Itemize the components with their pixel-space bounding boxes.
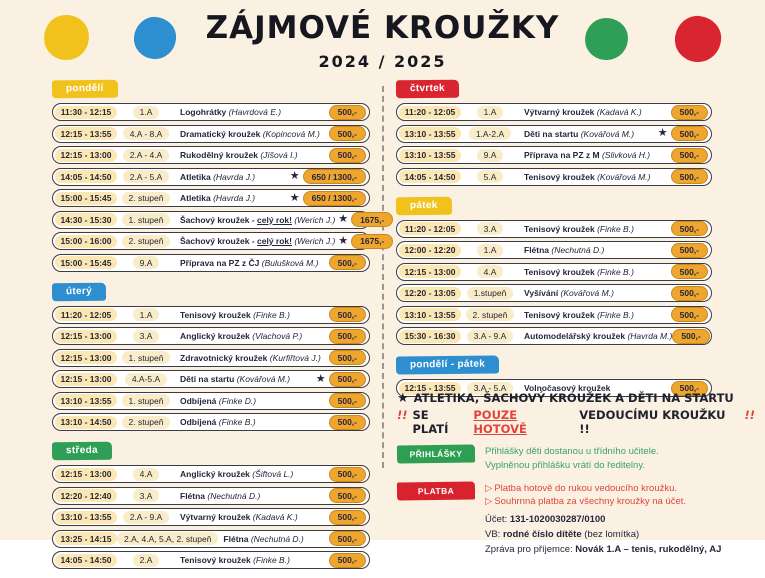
time-chip: 12:15 - 13:00 [55, 330, 117, 343]
teacher-name: (Havrda M.) [627, 331, 673, 341]
schedule-row [396, 263, 712, 281]
payment-message-line: Zpráva pro příjemce: Novák 1.A – tenis, rukodělný, AJ [485, 543, 722, 555]
warning-line-1 [397, 391, 755, 406]
price-chip: 500,- [671, 126, 708, 141]
class-chip: 1. stupeň [122, 351, 171, 364]
class-chip-wrap [117, 532, 218, 545]
day-badge: pondělí - pátek [396, 355, 499, 374]
schedule-row [396, 103, 712, 121]
activity-label [524, 245, 671, 255]
activity-name: Příprava na PZ z ČJ [180, 257, 262, 268]
teacher-name: (Jíšová I.) [260, 150, 298, 160]
star-icon: ★ [657, 127, 668, 139]
class-chip-wrap [117, 127, 175, 140]
page-subtitle: 2024 / 2025 [318, 52, 447, 71]
price-chip: 500,- [329, 350, 366, 365]
price-chip: 500,- [329, 255, 366, 270]
class-chip-wrap [117, 330, 175, 343]
class-chip: 5.A [477, 170, 504, 183]
day-badge: čtvrtek [396, 80, 459, 99]
class-chip: 4.A - 8.A [123, 127, 170, 140]
class-chip: 2.A - 5.A [123, 170, 170, 183]
price-chip: 650 / 1300,- [303, 169, 366, 184]
price-chip: 500,- [671, 286, 708, 301]
time-chip: 15:30 - 16:30 [399, 330, 461, 343]
activity-name: Atletika [180, 171, 214, 182]
teacher-name: (Kadavá K.) [596, 107, 642, 117]
prihlasky-text [485, 445, 659, 473]
schedule-row [396, 168, 712, 186]
class-chip: 4.A [133, 468, 160, 481]
activity-name: Šachový kroužek - [180, 236, 258, 246]
teacher-name: (Nechutná D.) [207, 490, 261, 501]
day-badge: středa [52, 442, 112, 461]
time-chip: 13:10 - 13:55 [55, 394, 117, 407]
activity-label [180, 193, 287, 203]
price-chip: 650 / 1300,- [303, 191, 366, 206]
price-chip: 500,- [329, 467, 366, 482]
activity-label [180, 396, 329, 406]
price-chip: 500,- [329, 488, 366, 503]
time-chip: 12:20 - 12:40 [55, 489, 117, 502]
activity-name: Tenisový kroužek [524, 223, 598, 234]
activity-label [524, 150, 671, 160]
teacher-name: (Kovářová M.) [560, 288, 614, 298]
class-chip: 1. stupeň [122, 213, 171, 226]
class-chip: 9.A [477, 149, 504, 162]
class-chip-wrap [117, 351, 175, 364]
activity-name: Anglický kroužek [180, 331, 253, 341]
class-chip-wrap [117, 106, 175, 119]
day-badge: úterý [52, 282, 106, 301]
schedule-row [52, 413, 370, 431]
activity-label [524, 267, 671, 277]
activity-label [180, 491, 329, 501]
activity-label [180, 512, 329, 522]
class-chip: 2.A [133, 554, 160, 567]
price-chip: 500,- [671, 381, 708, 396]
schedule-row [52, 465, 370, 483]
activity-label [524, 224, 671, 234]
class-chip-wrap [117, 213, 175, 226]
activity-label [524, 107, 671, 117]
activity-name: Šachový kroužek - [180, 214, 258, 225]
activity-label [524, 288, 671, 298]
class-chip: 2.A - 9.A [123, 511, 170, 524]
activity-label [180, 417, 329, 427]
column-left [52, 78, 385, 578]
time-chip: 13:10 - 13:55 [399, 149, 461, 162]
day-badge: pondělí [52, 80, 118, 99]
activity-name: Atletika [180, 193, 214, 203]
schedule-row [52, 392, 370, 410]
class-chip-wrap [117, 149, 175, 162]
class-chip-wrap [461, 308, 519, 321]
time-chip: 15:00 - 15:45 [55, 256, 117, 269]
exclamation-icon: !! [744, 408, 755, 422]
price-chip: 500,- [329, 148, 366, 163]
activity-name: Děti na startu [180, 374, 237, 384]
activity-name: Zdravotnický kroužek [180, 352, 270, 363]
teacher-name: (Kovářová M.) [597, 171, 651, 182]
time-chip: 11:20 - 12:05 [55, 308, 117, 321]
price-chip: 500,- [671, 105, 708, 120]
page-title: ZÁJMOVÉ KROUŽKY [205, 10, 560, 46]
activity-name: Flétna [180, 490, 208, 501]
activity-label [180, 236, 335, 246]
class-chip: 3.A - 9.A [467, 330, 514, 343]
activity-name: Anglický kroužek [180, 469, 253, 479]
price-chip: 500,- [671, 243, 708, 258]
teacher-name: (Finke B.) [597, 266, 634, 277]
activity-name: Volnočasový kroužek [524, 383, 611, 393]
class-chip-wrap [461, 106, 519, 119]
class-chip-wrap [461, 170, 519, 183]
schedule-row [396, 241, 712, 259]
column-divider [382, 86, 384, 468]
time-chip: 13:10 - 14:50 [55, 416, 117, 429]
time-chip: 12:15 - 13:55 [399, 382, 461, 395]
day-section [52, 281, 370, 432]
schedule-row [52, 103, 370, 121]
price-chip: 500,- [329, 531, 366, 546]
star-icon: ★ [289, 191, 300, 204]
price-chip: 500,- [671, 264, 708, 279]
schedule-row [52, 232, 385, 250]
teacher-name: (Slivková H.) [601, 150, 651, 160]
class-chip-wrap [117, 170, 175, 183]
class-chip: 3.A - 5.A [467, 382, 514, 395]
time-chip: 13:10 - 13:55 [399, 127, 461, 140]
activity-label [524, 331, 672, 341]
class-chip: 3.A [133, 330, 160, 343]
account-number: 131-1020030287/0100 [509, 514, 606, 526]
class-chip-wrap [117, 554, 175, 567]
activity-name: Děti na startu [524, 128, 581, 139]
teacher-name: (Finke B.) [597, 223, 634, 234]
schedule-row [52, 487, 370, 505]
activity-label [223, 534, 328, 544]
class-chip: 1.A [477, 244, 504, 257]
platba-badge: PLATBA [397, 481, 475, 500]
class-chip: 4.A [477, 265, 504, 278]
time-chip: 14:05 - 14:50 [55, 554, 117, 567]
teacher-name: (Vlachová P.) [252, 331, 303, 341]
class-chip-wrap [461, 287, 519, 300]
activity-name: Příprava na PZ z M [524, 150, 602, 160]
time-chip: 13:10 - 13:55 [55, 511, 117, 524]
class-chip: 1.stupeň [467, 287, 514, 300]
activity-name: Dramatický kroužek [180, 128, 263, 139]
activity-note: celý rok! [257, 236, 292, 246]
prihlasky-row [397, 445, 755, 473]
activity-name: Flétna [524, 245, 552, 255]
class-chip-wrap [461, 244, 519, 257]
teacher-name: (Finke B.) [218, 417, 256, 427]
bullet-arrow-icon: ▷ [485, 496, 493, 508]
activity-label [180, 555, 329, 565]
price-chip: 500,- [329, 415, 366, 430]
price-chip: 500,- [671, 169, 708, 184]
teacher-name: (Havrda J.) [213, 193, 256, 203]
warning-text-1: ATLETIKA, ŠACHOVÝ KROUŽEK A DĚTI NA STARTU [413, 391, 734, 405]
price-chip: 500,- [329, 372, 366, 387]
variable-symbol-line: VB: rodné číslo dítěte (bez lomítka) [485, 528, 640, 540]
schedule-row [396, 125, 712, 143]
schedule-row [52, 551, 370, 569]
time-chip: 13:10 - 13:55 [399, 308, 461, 321]
class-chip-wrap [461, 330, 519, 343]
teacher-name: (Finke B.) [253, 555, 290, 565]
teacher-name: (Bulušková M.) [261, 257, 319, 268]
class-chip: 9.A [133, 256, 160, 269]
class-chip: 2. stupeň [122, 192, 171, 205]
activity-label [180, 374, 313, 384]
activity-name: Automodelářský kroužek [524, 331, 628, 341]
time-chip: 12:15 - 13:00 [399, 265, 461, 278]
class-chip: 1.A [133, 308, 160, 321]
class-chip: 1.A [133, 106, 160, 119]
price-chip: 500,- [329, 105, 366, 120]
activity-label [524, 129, 655, 139]
class-chip: 2. stupeň [122, 235, 171, 248]
time-chip: 11:30 - 12:15 [55, 106, 117, 119]
time-chip: 13:25 - 14:15 [55, 532, 117, 545]
time-chip: 12:15 - 13:00 [55, 468, 117, 481]
notes-block [397, 391, 755, 557]
teacher-name: (Kovářová M.) [236, 374, 291, 384]
class-chip-wrap [117, 394, 175, 407]
platba-bullet: ▷ Platba hotově do rukou vedoucího kroužku. [485, 482, 678, 494]
schedule-row [52, 168, 370, 186]
schedule-row [52, 508, 370, 526]
schedule-row [396, 284, 712, 302]
prihlasky-line: Přihlášky děti dostanou u třídního učitele. [485, 446, 659, 457]
activity-label [524, 310, 671, 320]
teacher-name: (Finke D.) [218, 395, 257, 406]
time-chip: 11:20 - 12:05 [399, 106, 461, 119]
warning-text-prefix: SE PLATÍ [412, 408, 449, 436]
price-chip: 500,- [329, 553, 366, 568]
time-chip: 12:00 - 12:20 [399, 244, 461, 257]
activity-label [180, 129, 329, 139]
activity-label [180, 150, 329, 160]
class-chip: 1.A [477, 106, 504, 119]
schedule-row [396, 220, 712, 238]
variable-symbol: rodné číslo dítěte [502, 528, 582, 540]
price-chip: 500,- [672, 329, 709, 344]
price-chip: 500,- [329, 126, 366, 141]
star-icon: ★ [315, 372, 326, 385]
class-chip-wrap [117, 468, 175, 481]
activity-name: Odbíjená [180, 395, 219, 406]
time-chip: 15:00 - 16:00 [55, 235, 117, 248]
warning-line-2 [397, 408, 755, 436]
activity-name: Tenisový kroužek [180, 309, 254, 320]
class-chip: 1. stupeň [122, 394, 171, 407]
class-chip-wrap [117, 489, 175, 502]
schedule-row [52, 254, 370, 272]
star-icon: ★ [397, 391, 409, 406]
time-chip: 12:15 - 13:55 [55, 127, 117, 140]
activity-name: Tenisový kroužek [524, 309, 598, 320]
class-chip: 4.A-5.A [125, 373, 167, 386]
exclamation-icon: !! [397, 408, 408, 422]
price-chip: 500,- [329, 329, 366, 344]
activity-name: Tenisový kroužek [180, 555, 254, 565]
class-chip-wrap [117, 373, 175, 386]
class-chip-wrap [117, 511, 175, 524]
activity-label [180, 331, 329, 341]
activity-label [180, 258, 329, 268]
time-chip: 14:05 - 14:50 [55, 170, 117, 183]
schedule-row [52, 125, 370, 143]
schedule-row [396, 146, 712, 164]
day-section [396, 78, 712, 186]
teacher-name: (Šiftová L.) [252, 469, 294, 479]
class-chip: 3.A [133, 489, 160, 502]
class-chip: 3.A [477, 222, 504, 235]
class-chip-wrap [117, 235, 175, 248]
activity-name: Tenisový kroužek [524, 266, 598, 277]
time-chip: 12:15 - 13:00 [55, 351, 117, 364]
class-chip: 2.A - 4.A [123, 149, 170, 162]
platba-text [485, 482, 686, 510]
activity-name: Výtvarný kroužek [180, 512, 253, 522]
activity-label [180, 469, 329, 479]
price-chip: 500,- [329, 510, 366, 525]
activity-label [180, 353, 329, 363]
teacher-name: (Havrdová E.) [228, 107, 282, 117]
class-chip-wrap [117, 192, 175, 205]
platba-row [397, 482, 755, 510]
schedule-row [52, 306, 370, 324]
teacher-name: (Finke B.) [253, 309, 290, 320]
teacher-name: (Kopincová M.) [262, 128, 320, 139]
time-chip: 11:20 - 12:05 [399, 222, 461, 235]
schedule-row [396, 327, 712, 345]
class-chip: 2.A, 4.A, 5.A, 2. stupeň [117, 532, 218, 545]
prihlasky-badge: PŘIHLÁŠKY [397, 444, 475, 463]
activity-label [180, 172, 287, 182]
activity-name: Rukodělný kroužek [180, 150, 261, 160]
price-chip: 500,- [671, 148, 708, 163]
teacher-name: (Havrda J.) [213, 171, 256, 182]
activity-name: Výtvarný kroužek [524, 107, 597, 117]
day-section [52, 440, 370, 569]
teacher-name: (Finke B.) [597, 309, 634, 320]
schedule-row [52, 211, 385, 229]
account-number-line: Účet: 131-1020030287/0100 [485, 514, 606, 526]
activity-note: celý rok! [257, 214, 292, 225]
teacher-name: (Kovářová M.) [580, 128, 635, 139]
activity-label [180, 310, 329, 320]
activity-name: Vyšívání [524, 288, 561, 298]
payment-message: Novák 1.A – tenis, rukodělný, AJ [575, 543, 722, 555]
activity-label [524, 172, 671, 182]
activity-name: Logohrátky [180, 107, 229, 117]
price-chip: 1675,- [351, 212, 393, 227]
teacher-name: (Kadavá K.) [252, 512, 298, 522]
schedule-row [52, 370, 370, 388]
schedule-row [52, 146, 370, 164]
class-chip-wrap [461, 127, 519, 140]
star-icon: ★ [289, 170, 300, 182]
activity-label [180, 107, 329, 117]
teacher-name: (Werich J.) [291, 214, 336, 225]
time-chip: 14:30 - 15:30 [55, 213, 117, 226]
class-chip-wrap [117, 416, 175, 429]
price-chip: 500,- [671, 307, 708, 322]
day-badge: pátek [396, 196, 452, 215]
class-chip-wrap [117, 256, 175, 269]
time-chip: 12:15 - 13:00 [55, 373, 117, 386]
activity-name: Odbíjená [180, 417, 219, 427]
time-chip: 12:15 - 13:00 [55, 149, 117, 162]
schedule-row [52, 530, 370, 548]
star-icon: ★ [338, 213, 349, 225]
class-chip-wrap [117, 308, 175, 321]
warning-text-highlight: POUZE HOTOVĚ [473, 408, 527, 436]
class-chip-wrap [461, 222, 519, 235]
column-right [396, 78, 712, 406]
schedule-row [396, 306, 712, 324]
class-chip-wrap [461, 265, 519, 278]
activity-label [180, 215, 335, 225]
teacher-name: (Nechutná D.) [551, 245, 605, 255]
teacher-name: (Nechutná D.) [250, 533, 304, 544]
class-chip-wrap [461, 149, 519, 162]
schedule-row [52, 349, 370, 367]
account-details [485, 513, 755, 557]
time-chip: 15:00 - 15:45 [55, 192, 117, 205]
platba-bullet: ▷ Souhrnná platba za všechny kroužky na účet. [485, 496, 687, 508]
bullet-arrow-icon: ▷ [485, 482, 493, 494]
teacher-name: (Kurfiřtová J.) [269, 352, 321, 363]
activity-name: Flétna [223, 533, 251, 544]
day-section [396, 195, 712, 346]
teacher-name: (Werich J.) [291, 236, 336, 246]
price-chip: 500,- [671, 221, 708, 236]
prihlasky-line: Vyplněnou přihlášku vrátí do ředitelny. [485, 459, 646, 471]
schedule-row [52, 189, 370, 207]
price-chip: 1675,- [351, 234, 393, 249]
price-chip: 500,- [329, 307, 366, 322]
day-section [52, 78, 385, 272]
price-chip: 500,- [329, 393, 366, 408]
warning-text-suffix: VEDOUCÍMU KROUŽKU !! [579, 408, 726, 436]
schedule-row [52, 327, 370, 345]
time-chip: 12:20 - 13:05 [399, 287, 461, 300]
class-chip: 1.A-2.A [469, 127, 511, 140]
class-chip: 2. stupeň [466, 308, 515, 321]
activity-name: Tenisový kroužek [524, 171, 598, 182]
time-chip: 14:05 - 14:50 [399, 170, 461, 183]
class-chip: 2. stupeň [122, 416, 171, 429]
star-icon: ★ [338, 234, 349, 247]
